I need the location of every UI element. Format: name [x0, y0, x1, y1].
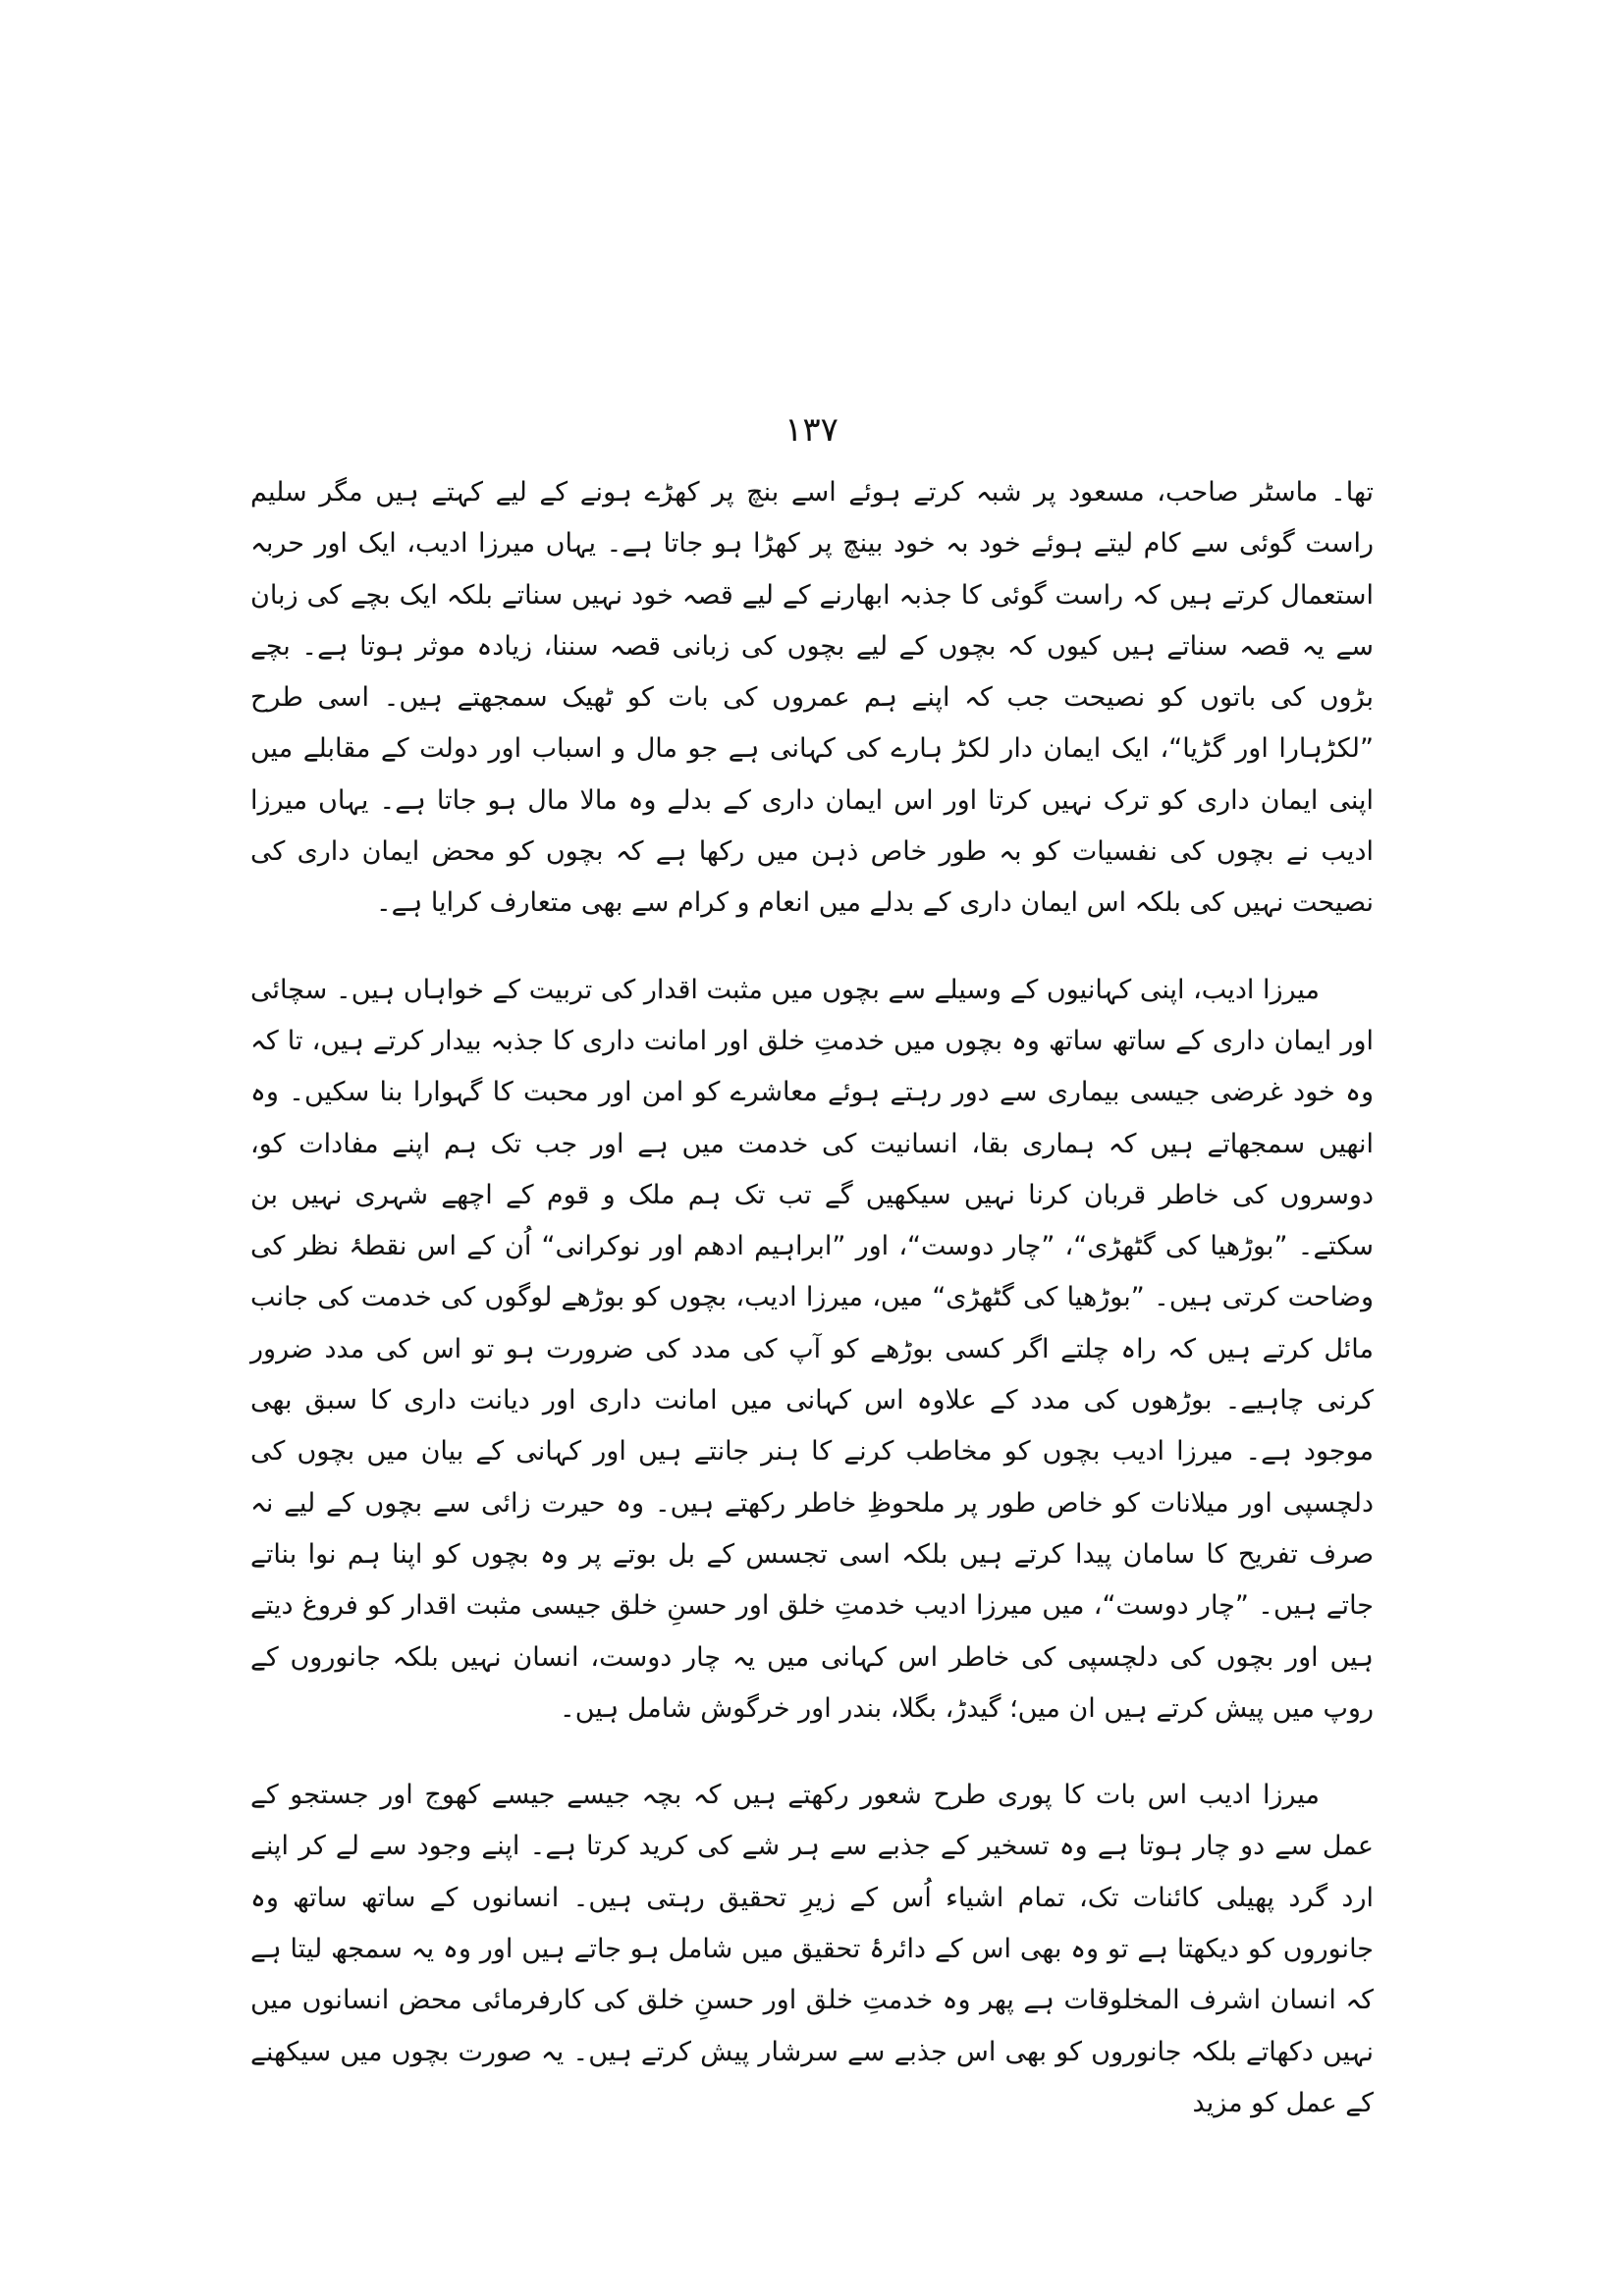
paragraph: میرزا ادیب، اپنی کہانیوں کے وسیلے سے بچوں میں مثبت اقدار کی تربیت کے خواہاں ہیں۔ سچائی اور ایمان داری کے ساتھ ساتھ وہ بچوں میں خدمتِ خلق اور امانت داری کا جذبہ بیدار کرتے ہیں، تا کہ وہ خود غرضی جیسی بیماری سے دور رہتے ہوئے معاشرے کو امن اور محبت کا گہوارا بنا سکیں۔ وہ انھیں سمجھاتے ہیں کہ ہماری بقا، انسانیت کی خدمت میں ہے اور جب تک ہم اپنے مفادات کو، دوسروں کی خاطر قربان کرنا نہیں سیکھیں گے تب تک ہم ملک و قوم کے اچھے شہری نہیں بن سکتے۔ ”بوڑھیا کی گٹھڑی“، ”چار دوست“، اور ”ابراہیم ادھم اور نوکرانی“ اُن کے اس نقطۂ نظر کی وضاحت کرتی ہیں۔ ”بوڑھیا کی گٹھڑی“ میں، میرزا ادیب، بچوں کو بوڑھے لوگوں کی خدمت کی جانب مائل کرتے ہیں کہ راہ چلتے اگر کسی بوڑھے کو آپ کی مدد کی ضرورت ہو تو اس کی مدد ضرور کرنی چاہیے۔ بوڑھوں کی مدد کے علاوہ اس کہانی میں امانت داری اور دیانت داری کا سبق بھی موجود ہے۔ میرزا ادیب بچوں کو مخاطب کرنے کا ہنر جانتے ہیں اور کہانی کے بیان میں بچوں کی دلچسپی اور میلانات کو خاص طور پر ملحوظِ خاطر رکھتے ہیں۔ وہ حیرت زائی سے بچوں کے لیے نہ صرف تفریح کا سامان پیدا کرتے ہیں بلکہ اسی تجسس کے بل بوتے پر وہ بچوں کو اپنا ہم نوا بناتے جاتے ہیں۔ ”چار دوست“، میں میرزا ادیب خدمتِ خلق اور حسنِ خلق جیسی مثبت اقدار کو فروغ دیتے ہیں اور بچوں کی دلچسپی کی خاطر اس کہانی میں یہ چار دوست، انسان نہیں بلکہ جانوروں کے روپ میں پیش کرتے ہیں ان میں؛ گیدڑ، بگلا، بندر اور خرگوش شامل ہیں۔ — [250, 974, 1374, 1724]
paragraph: میرزا ادیب اس بات کا پوری طرح شعور رکھتے ہیں کہ بچہ جیسے جیسے کھوج اور جستجو کے عمل سے دو چار ہوتا ہے وہ تسخیر کے جذبے سے ہر شے کی کرید کرتا ہے۔ اپنے وجود سے لے کر اپنے ارد گرد پھیلی کائنات تک، تمام اشیاء اُس کے زیرِ تحقیق رہتی ہیں۔ انسانوں کے ساتھ ساتھ وہ جانوروں کو دیکھتا ہے تو وہ بھی اس کے دائرۂ تحقیق میں شامل ہو جاتے ہیں اور وہ یہ سمجھ لیتا ہے کہ انسان اشرف المخلوقات ہے پھر وہ خدمتِ خلق اور حسنِ خلق کی کارفرمائی محض انسانوں میں نہیں دکھاتے بلکہ جانوروں کو بھی اس جذبے سے سرشار پیش کرتے ہیں۔ یہ صورت بچوں میں سیکھنے کے عمل کو مزید — [250, 1780, 1374, 2118]
paragraph: تھا۔ ماسٹر صاحب، مسعود پر شبہ کرتے ہوئے اسے بنچ پر کھڑے ہونے کے لیے کہتے ہیں مگر سلیم راست گوئی سے کام لیتے ہوئے خود بہ خود بینچ پر کھڑا ہو جاتا ہے۔ یہاں میرزا ادیب، ایک اور حربہ استعمال کرتے ہیں کہ راست گوئی کا جذبہ ابھارنے کے لیے قصہ خود نہیں سناتے بلکہ ایک بچے کی زبان سے یہ قصہ سناتے ہیں کیوں کہ بچوں کے لیے بچوں کی زبانی قصہ سننا، زیادہ موثر ہوتا ہے۔ بچے بڑوں کی باتوں کو نصیحت جب کہ اپنے ہم عمروں کی بات کو ٹھیک سمجھتے ہیں۔ اسی طرح ”لکڑہارا اور گڑیا“، ایک ایمان دار لکڑ ہارے کی کہانی ہے جو مال و اسباب اور دولت کے مقابلے میں اپنی ایمان داری کو ترک نہیں کرتا اور اس ایمان داری کے بدلے وہ مالا مال ہو جاتا ہے۔ یہاں میرزا ادیب نے بچوں کی نفسیات کو بہ طور خاص ذہن میں رکھا ہے کہ بچوں کو محض ایمان داری کی نصیحت نہیں کی بلکہ اس ایمان داری کے بدلے میں انعام و کرام سے بھی متعارف کرایا ہے۔ — [250, 477, 1374, 919]
page-body — [250, 467, 1374, 2129]
page-number: ۱۳۷ — [784, 410, 839, 450]
